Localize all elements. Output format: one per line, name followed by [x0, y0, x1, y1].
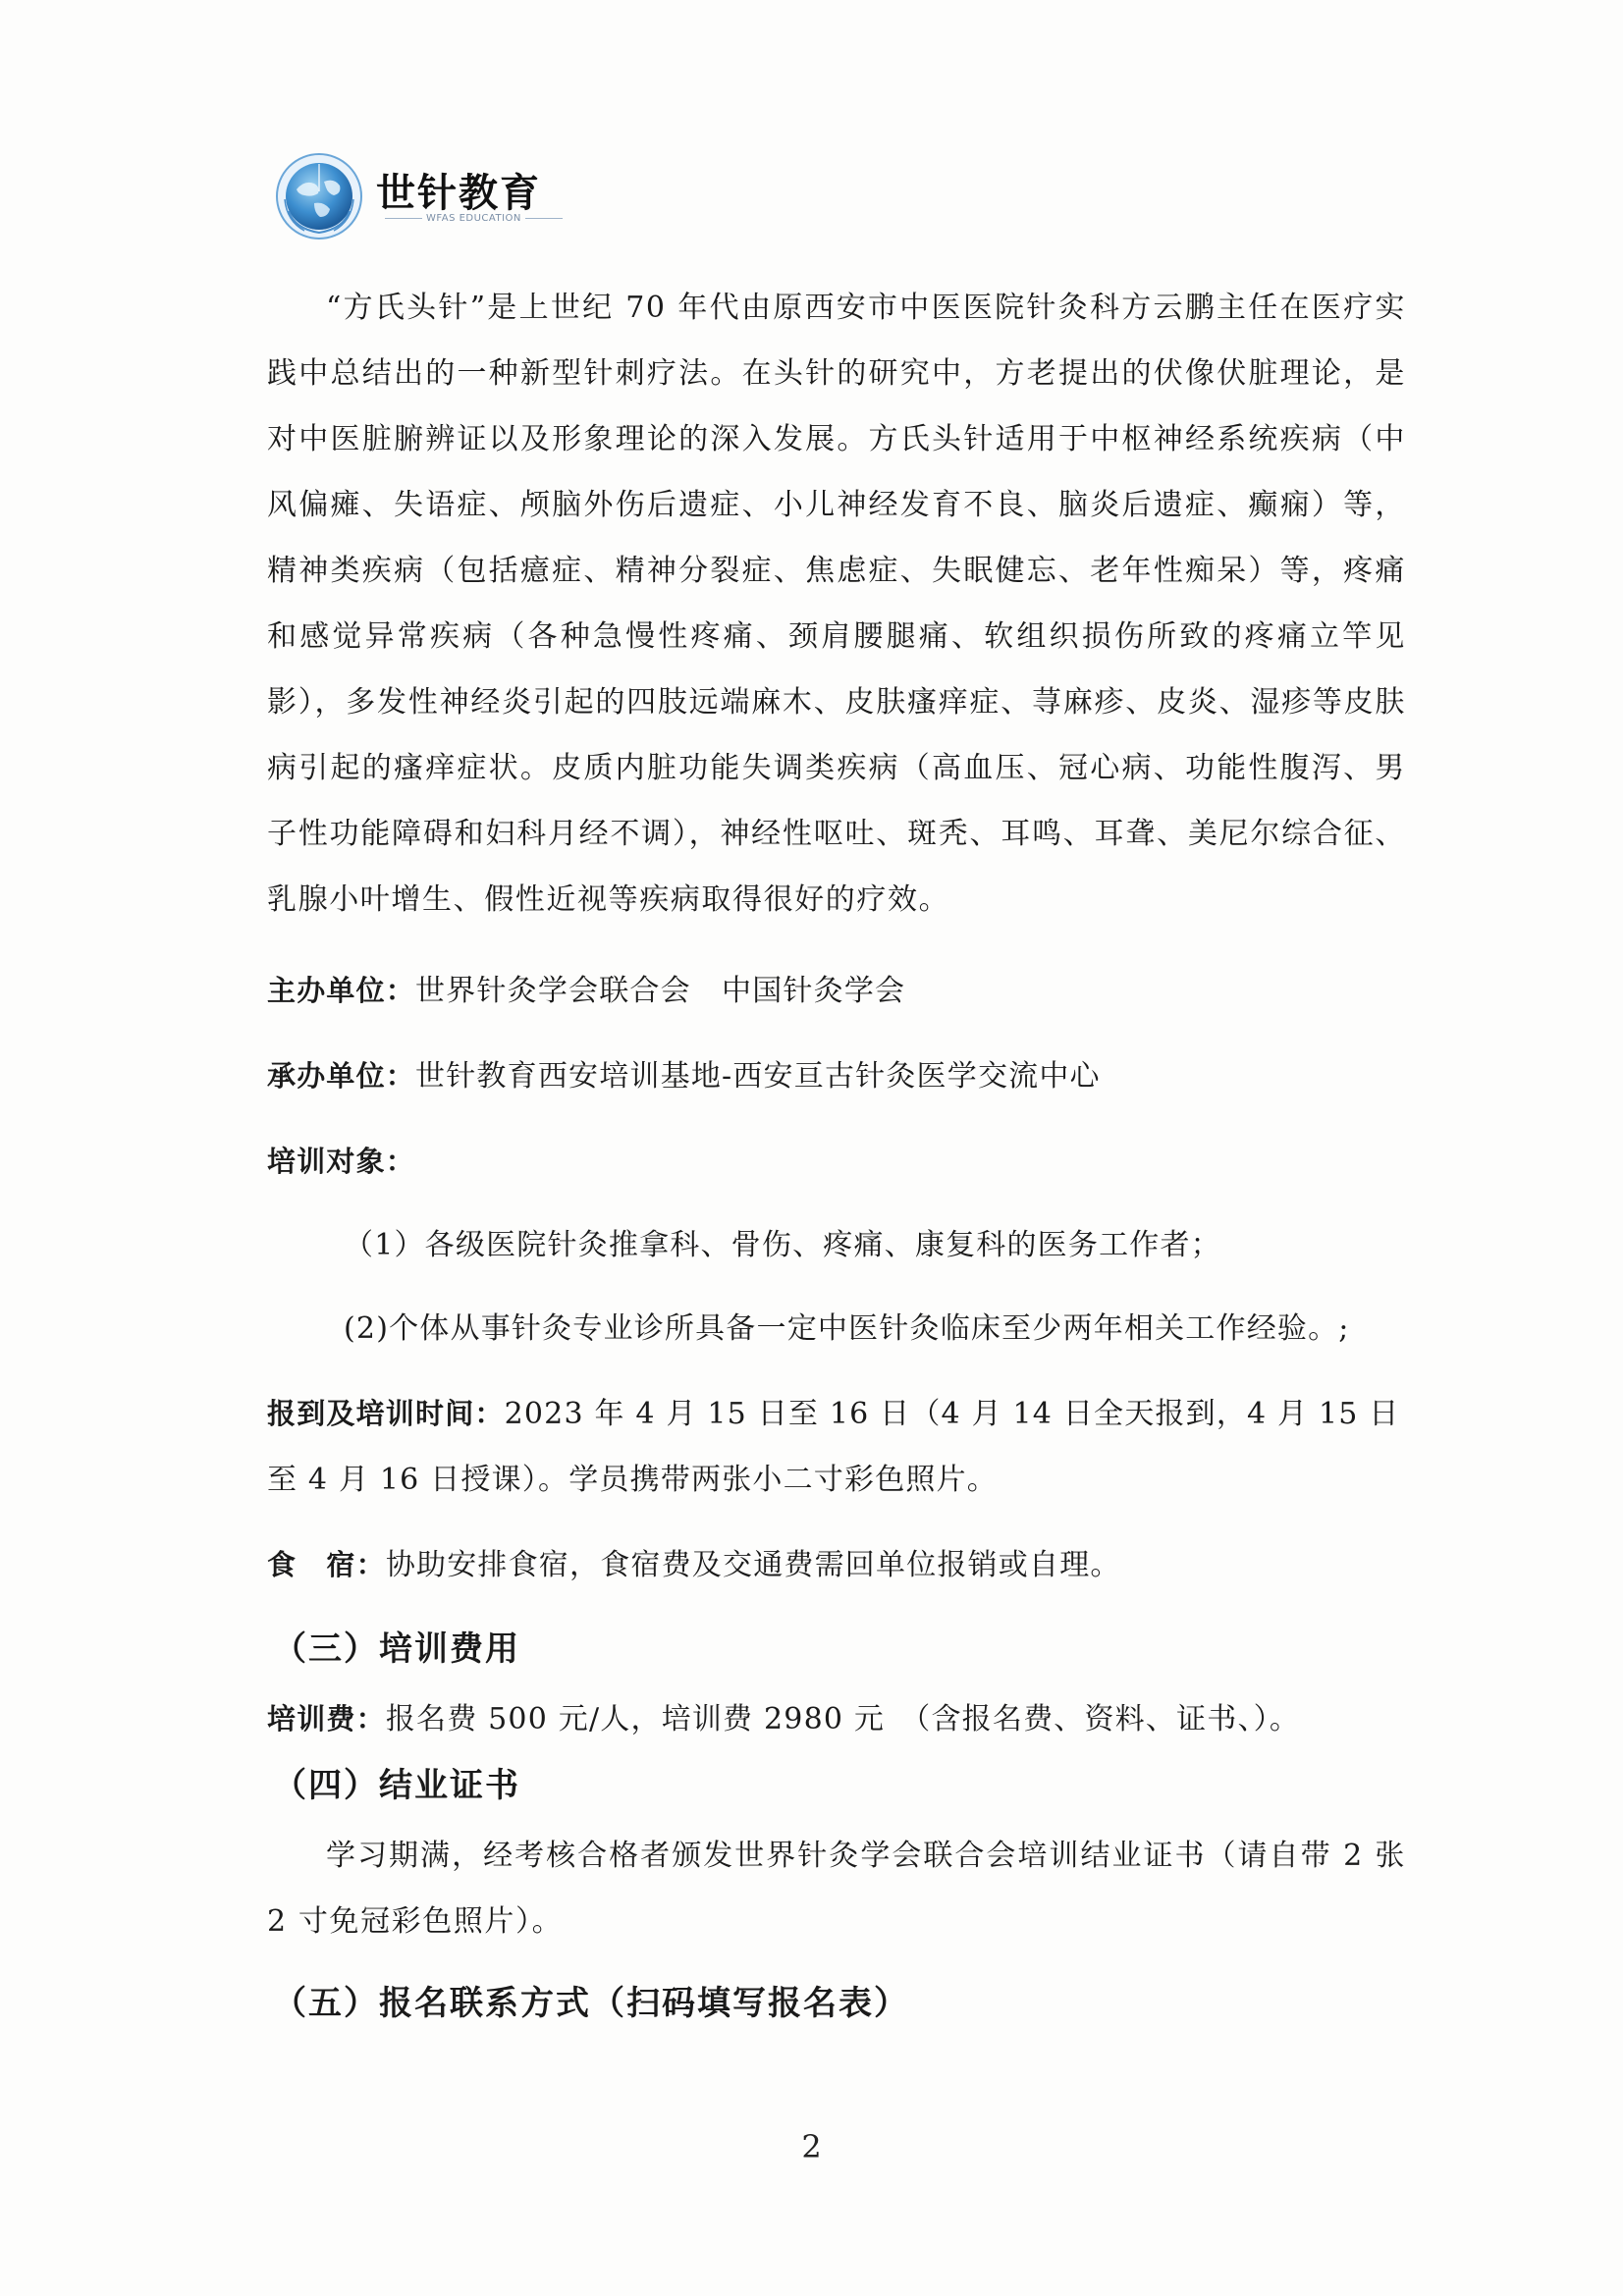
organizer-line	[267, 958, 1406, 1024]
fee-value: 报名费 500 元/人，培训费 2980 元 （含报名费、资料、证书、）。	[385, 1702, 1301, 1736]
wfas-education-logo	[275, 152, 560, 240]
globe-icon	[275, 152, 363, 240]
audience-label: 培训对象：	[267, 1145, 416, 1178]
section-5-heading: （五）报名联系方式（扫码填写报名表）	[273, 1984, 909, 2023]
logo-title: 世针教育	[376, 171, 541, 216]
audience-line	[267, 1129, 1406, 1195]
section-3-heading: （三）培训费用	[273, 1629, 520, 1669]
audience-item-2: (2)个体从事针灸专业诊所具备一定中医针灸临床至少两年相关工作经验。;	[344, 1311, 1350, 1346]
fee-line	[267, 1686, 1406, 1752]
schedule-label: 报到及培训时间：	[267, 1397, 505, 1430]
logo-subtitle: WFAS EDUCATION	[381, 213, 567, 224]
lodging-label: 食 宿：	[267, 1548, 386, 1581]
document-body	[267, 275, 1406, 2033]
host-value: 世针教育西安培训基地-西安亘古针灸医学交流中心	[415, 1059, 1101, 1094]
organizer-label: 主办单位：	[267, 974, 416, 1007]
lodging-line	[267, 1532, 1406, 1598]
intro-paragraph: “方氏头针”是上世纪 70 年代由原西安市中医医院针灸科方云鹏主任在医疗实践中总结出的一种新型针刺疗法。在头针的研究中，方老提出的伏像伏脏理论，是对中医脏腑辨证以及形象理论的深入发展。方氏头针适用于中枢神经系统疾病（中风偏瘫、失语症、颅脑外伤后遗症、小儿神经发育不良、脑炎后遗症、癫痫）等，精神类疾病（包括癔症、精神分裂症、焦虑症、失眠健忘、老年性痴呆）等，疼痛和感觉异常疾病（各种急慢性疼痛、颈肩腰腿痛、软组织损伤所致的疼痛立竿见影），多发性神经炎引起的四肢远端麻木、皮肤瘙痒症、荨麻疹、皮炎、湿疹等皮肤病引起的瘙痒症状。皮质内脏功能失调类疾病（高血压、冠心病、功能性腹泻、男子性功能障碍和妇科月经不调），神经性呕吐、斑秃、耳鸣、耳聋、美尼尔综合征、乳腺小叶增生、假性近视等疾病取得很好的疗效。	[267, 291, 1406, 917]
organizer-value: 世界针灸学会联合会 中国针灸学会	[415, 974, 906, 1008]
schedule-line	[267, 1381, 1406, 1513]
lodging-value: 协助安排食宿，食宿费及交通费需回单位报销或自理。	[385, 1548, 1121, 1582]
audience-item-1: （1）各级医院针灸推拿科、骨伤、疼痛、康复科的医务工作者；	[344, 1228, 1221, 1262]
host-line	[267, 1043, 1406, 1109]
certificate-paragraph: 学习期满，经考核合格者颁发世界针灸学会联合会培训结业证书（请自带 2 张 2 寸免冠彩色照片）。	[267, 1839, 1406, 1939]
host-label: 承办单位：	[267, 1059, 416, 1093]
fee-label: 培训费：	[267, 1702, 386, 1735]
page-number: 2	[801, 2128, 822, 2165]
schedule-value: 2023 年 4 月 15 日至 16 日（4 月 14 日全天报到，4 月 15 日至 4 月 16 日授课）。学员携带两张小二寸彩色照片。	[267, 1397, 1400, 1497]
section-4-heading: （四）结业证书	[273, 1766, 520, 1805]
